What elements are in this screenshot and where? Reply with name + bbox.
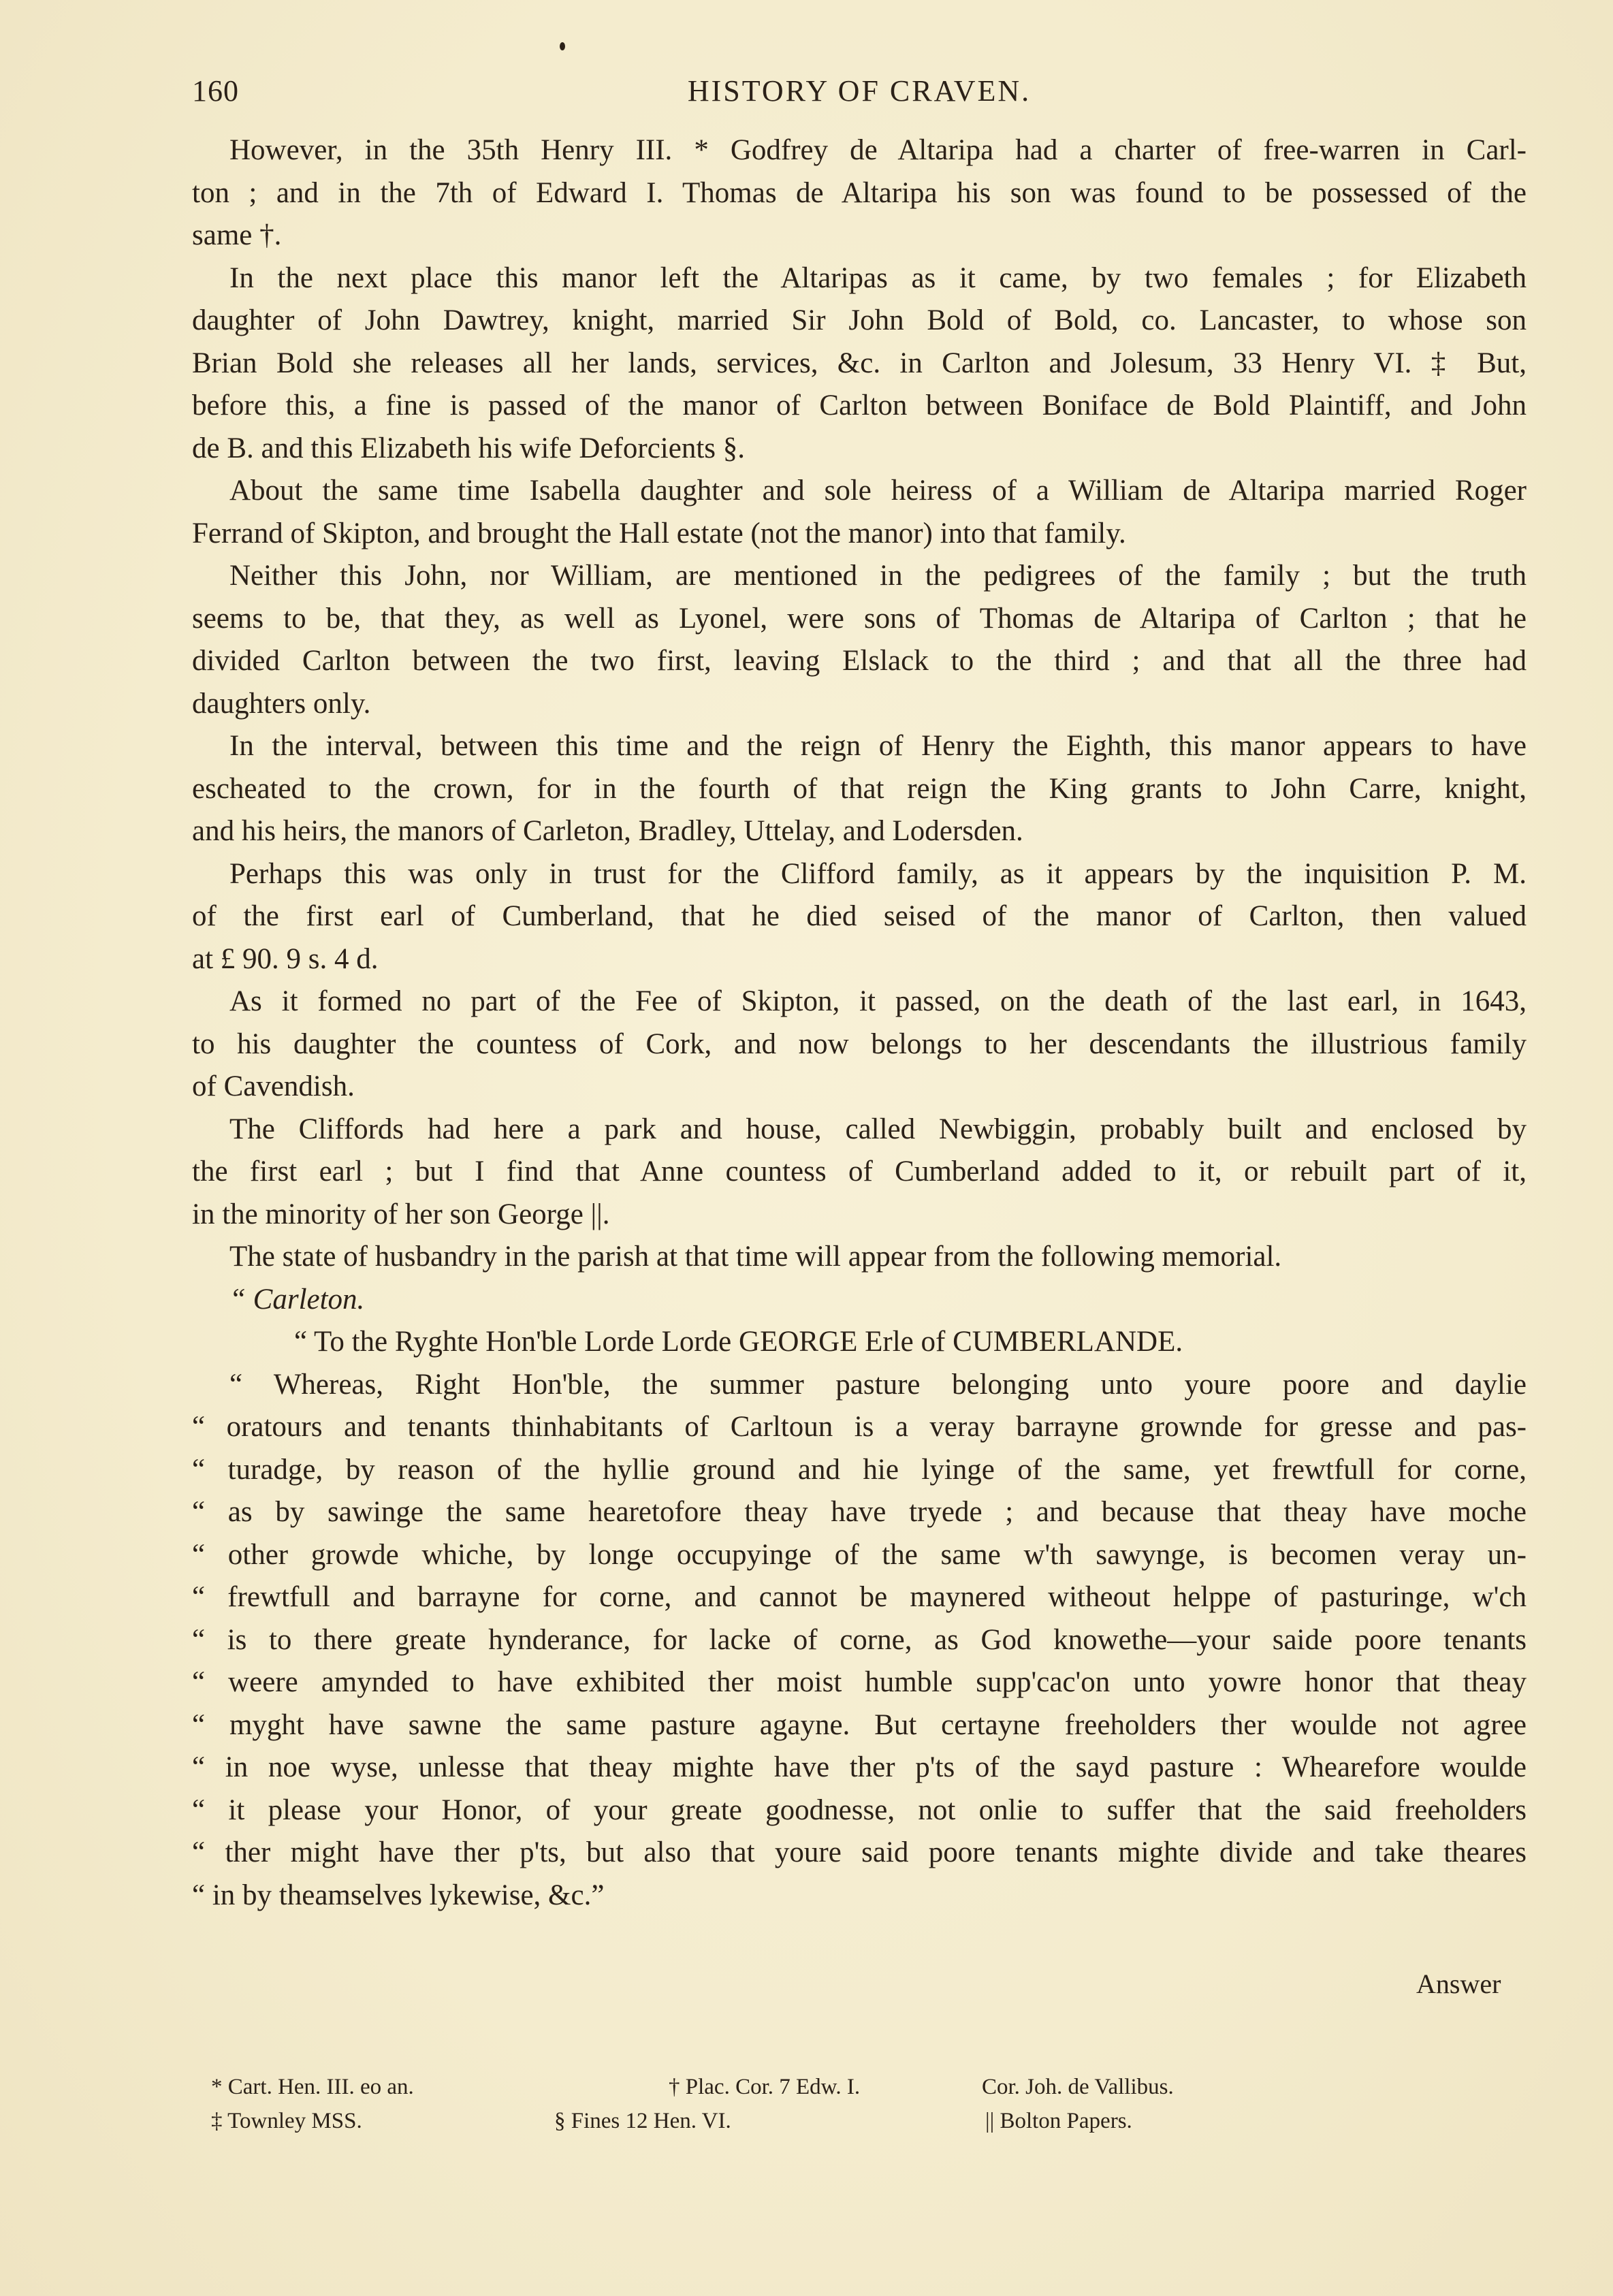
memorial-line: “ frewtfull and barrayne for corne, and cannot be maynered witheout helppe of pasturinge, w'ch: [192, 1581, 1527, 1613]
footnote-row: [192, 2070, 1527, 2104]
memorial-address: “ To the Ryghte Hon'ble Lorde Lorde GEORGE Erle of CUMBERLANDE.: [294, 1326, 1183, 1358]
text-line: Neither this John, nor William, are mentioned in the pedigrees of the family ; but the truth: [229, 560, 1527, 592]
memorial-line: “ other growde whiche, by longe occupyinge of the same w'th sawynge, is becomen veray un-: [192, 1538, 1527, 1571]
text-line: before this, a fine is passed of the manor of Carlton between Boniface de Bold Plaintiff, and John: [192, 389, 1527, 421]
catchword: Answer: [1416, 1968, 1501, 1999]
text-line: divided Carlton between the two first, leaving Elslack to the third ; and that all the three had: [192, 645, 1527, 677]
text-line: to his daughter the countess of Cork, and now belongs to her descendants the illustrious family: [192, 1027, 1527, 1060]
ink-blemish: [560, 42, 565, 50]
text-line: at £ 90. 9 s. 4 d.: [192, 942, 379, 975]
memorial-line: “ Whereas, Right Hon'ble, the summer pasture belonging unto youre poore and daylie: [229, 1368, 1527, 1401]
memorial-line: “ in noe wyse, unlesse that theay mighte have ther p'ts of the sayd pasture : Whearefore woulde: [192, 1751, 1527, 1783]
memorial-line: “ oratours and tenants thinhabitants of Carltoun is a veray barrayne grownde for gresse and pas-: [192, 1411, 1527, 1443]
text-line: Brian Bold she releases all her lands, services, &c. in Carlton and Jolesum, 33 Henry VI. ‡ But,: [192, 347, 1527, 379]
footnote-row: [192, 2104, 1527, 2138]
text-line: of Cavendish.: [192, 1070, 355, 1102]
text-line: of the first earl of Cumberland, that he died seised of the manor of Carlton, then valued: [192, 900, 1527, 932]
page-header: [192, 74, 1527, 114]
text-line: Ferrand of Skipton, and brought the Hall estate (not the manor) into that family.: [192, 517, 1126, 549]
memorial-heading: “ Carleton.: [229, 1283, 365, 1316]
footnote: || Bolton Papers.: [985, 2109, 1132, 2133]
text-line: the first earl ; but I find that Anne countess of Cumberland added to it, or rebuilt part of it,: [192, 1155, 1527, 1187]
text-line: However, in the 35th Henry III. * Godfrey de Altaripa had a charter of free-warren in Carl-: [229, 134, 1527, 166]
footnotes: [192, 2070, 1527, 2138]
memorial-line: “ myght have sawne the same pasture agayne. But certayne freeholders ther woulde not agree: [192, 1708, 1527, 1741]
text-line: In the next place this manor left the Altaripas as it came, by two females ; for Elizabeth: [229, 261, 1527, 294]
footnote: § Fines 12 Hen. VI.: [554, 2109, 731, 2133]
footnote: ‡ Townley MSS.: [211, 2109, 362, 2133]
text-line: de B. and this Elizabeth his wife Deforcients §.: [192, 432, 746, 464]
memorial-line: “ weere amynded to have exhibited ther moist humble supp'cac'on unto yowre honor that theay: [192, 1666, 1527, 1698]
memorial-line: “ it please your Honor, of your greate goodnesse, not onlie to suffer that the said freeholders: [192, 1793, 1527, 1826]
memorial-line: “ in by theamselves lykewise, &c.”: [192, 1879, 605, 1911]
body-text: [192, 129, 1527, 1917]
text-line: daughters only.: [192, 687, 371, 720]
text-line: The state of husbandry in the parish at that time will appear from the following memorial.: [229, 1241, 1282, 1273]
text-line: ton ; and in the 7th of Edward I. Thomas de Altaripa his son was found to be possessed of the: [192, 176, 1527, 209]
text-line: seems to be, that they, as well as Lyonel, were sons of Thomas de Altaripa of Carlton ; that he: [192, 602, 1527, 635]
text-line: About the same time Isabella daughter and sole heiress of a William de Altaripa married Roger: [229, 475, 1527, 507]
text-line: same †.: [192, 219, 282, 251]
footnote: * Cart. Hen. III. eo an.: [211, 2075, 414, 2099]
text-line: Perhaps this was only in trust for the Clifford family, as it appears by the inquisition P. M.: [229, 857, 1527, 890]
text-line: daughter of John Dawtrey, knight, married Sir John Bold of Bold, co. Lancaster, to whose son: [192, 304, 1527, 336]
running-title: HISTORY OF CRAVEN.: [687, 74, 1032, 108]
footnote: † Plac. Cor. 7 Edw. I.: [669, 2075, 861, 2099]
memorial-line: “ as by sawinge the same hearetofore theay have tryede ; and because that theay have moche: [192, 1496, 1527, 1528]
text-line: In the interval, between this time and the reign of Henry the Eighth, this manor appears to have: [229, 730, 1527, 762]
text-line: As it formed no part of the Fee of Skipton, it passed, on the death of the last earl, in 1643,: [229, 985, 1527, 1017]
text-line: The Cliffords had here a park and house, called Newbiggin, probably built and enclosed by: [229, 1113, 1527, 1145]
text-line: and his heirs, the manors of Carleton, Bradley, Uttelay, and Lodersden.: [192, 815, 1023, 847]
memorial-line: “ is to there greate hynderance, for lacke of corne, as God knowethe—your saide poore tenants: [192, 1623, 1527, 1656]
text-line: in the minority of her son George ||.: [192, 1198, 610, 1230]
footnote: Cor. Joh. de Vallibus.: [982, 2075, 1174, 2099]
memorial-line: “ turadge, by reason of the hyllie ground and hie lyinge of the same, yet frewtfull for corne,: [192, 1453, 1527, 1486]
memorial-line: “ ther might have ther p'ts, but also that youre said poore tenants mighte divide and take theares: [192, 1836, 1527, 1868]
text-line: escheated to the crown, for in the fourth of that reign the King grants to John Carre, knight,: [192, 772, 1527, 805]
page-number: 160: [192, 74, 239, 108]
